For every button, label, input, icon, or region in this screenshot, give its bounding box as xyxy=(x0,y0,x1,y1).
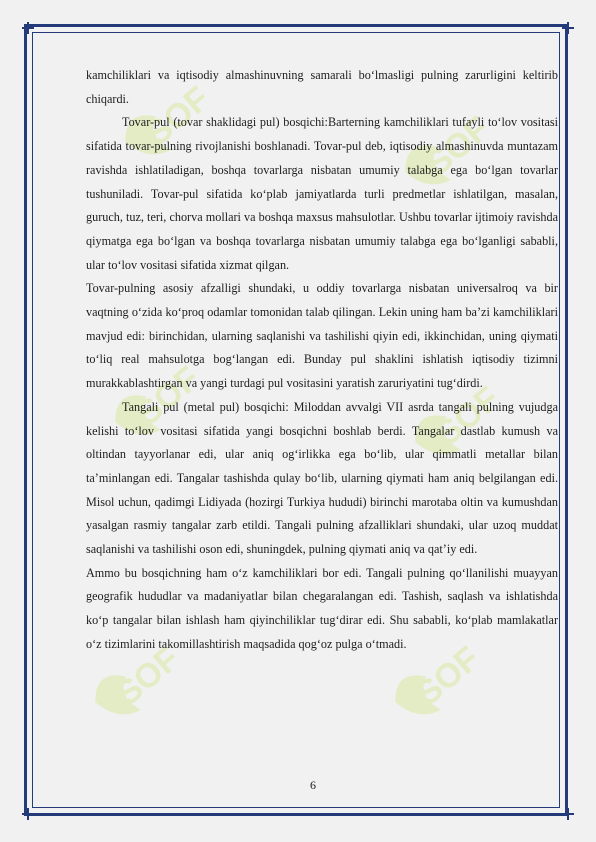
corner-ornament-bottom-left xyxy=(19,805,37,823)
svg-text:SOF: SOF xyxy=(418,109,497,184)
paragraph: Ammo bu bosqichning ham o‘z kamchiliklari bor edi. Tangali pulning qo‘llanilishi muayyan geografik hududlar va madaniyatlar bilan chegaralangan edi. Tashish, saqlash va ishlatishda ko‘p tangalar bilan ishlash ham qiyinchiliklar tug‘dirar edi. Shu sababli, ko‘plab mamlakatlar o‘z tizimlarini takomillashtirish maqsadida qog‘oz pulga o‘tmadi. xyxy=(86,565,558,651)
svg-text:SOF: SOF xyxy=(408,639,487,714)
paragraph: Tovar-pulning asosiy afzalligi shundaki, u oddiy tovarlarga nisbatan universalroq va bir vaqtning o‘zida ko‘proq odamlar tomonidan talab qilingan. Lekin uning ham ba’zi kamchiliklari mavjud edi: birinchidan, ularning saqlanishi va tashilishi qiyin edi, ikkinchidan, uning qiymati to‘liq real mahsulotga bog‘langan edi. Bunday pul shaklini ishlatish iqtisodiy tizimni murakkablashtirgan va yangi turdagi pul vositasini yaratish zaruriyatini tug‘dirdi. xyxy=(86,281,558,391)
svg-text:SOF: SOF xyxy=(138,79,217,154)
page-number: 6 xyxy=(310,778,316,792)
corner-ornament-top-left xyxy=(19,19,37,37)
paragraph: Tangali pul (metal pul) bosqichi: Miloddan avvalgi VII asrda tangali pulning vujudga kelishi to‘lov vositasi sifatida yangi bosqichni boshlab berdi. Tangalar dastlab kumush va oltindan tayyorlanar edi, ular aniq og‘irlikka ega bo‘lib, ular qimmatli metallar bilan ta’minlangan edi. Tangalar tashishda qulay bo‘lib, ularning qiymati ham aniq belgilangan edi. Misol uchun, qadimgi Lidiyada (hozirgi Turkiya hududi) birinchi marotaba oltin va kumushdan yasalgan rasmiy tangalar zarb etildi. Tangali pulning afzalliklari shundaki, ular uzoq muddat saqlanishi va tashilishi oson edi, shuningdek, pulning qiymati aniq va qat’iy edi. xyxy=(86,399,558,557)
paragraph: Tovar-pul (tovar shaklidagi pul) bosqichi:Barterning kamchiliklari tufayli to‘lov vositasi sifatida tovar-pulning rivojlanishi boshlanadi. Tovar-pul deb, iqtisodiy almashinuvda muntazam ravishda ishlatiladigan, boshqa tovarlarga nisbatan umumiy talabga ega bo‘lgan tovarlar tushuniladi. Tovar-pul sifatida ko‘plab jamiyatlarda turli predmetlar ishlatilgan, masalan, guruch, tuz, teri, chorva mollari va boshqa maxsus mahsulotlar. Ushbu tovarlar ijtimoiy ravishda qiymatga ega bo‘lgan va boshqa tovarlarga nisbatan umumiy talabga ega bo‘lganligi sababli, ular to‘lov vositasi sifatida xizmat qilgan. xyxy=(86,115,558,272)
corner-ornament-bottom-right xyxy=(559,805,577,823)
svg-text:SOF: SOF xyxy=(428,379,507,454)
paragraph: kamchiliklari va iqtisodiy almashinuvning samarali bo‘lmasligi pulning zarurligini keltirib chiqardi. xyxy=(86,68,558,106)
svg-text:SOF: SOF xyxy=(128,359,207,434)
corner-ornament-top-right xyxy=(559,19,577,37)
document-body xyxy=(86,64,558,657)
svg-text:SOF: SOF xyxy=(108,639,187,714)
